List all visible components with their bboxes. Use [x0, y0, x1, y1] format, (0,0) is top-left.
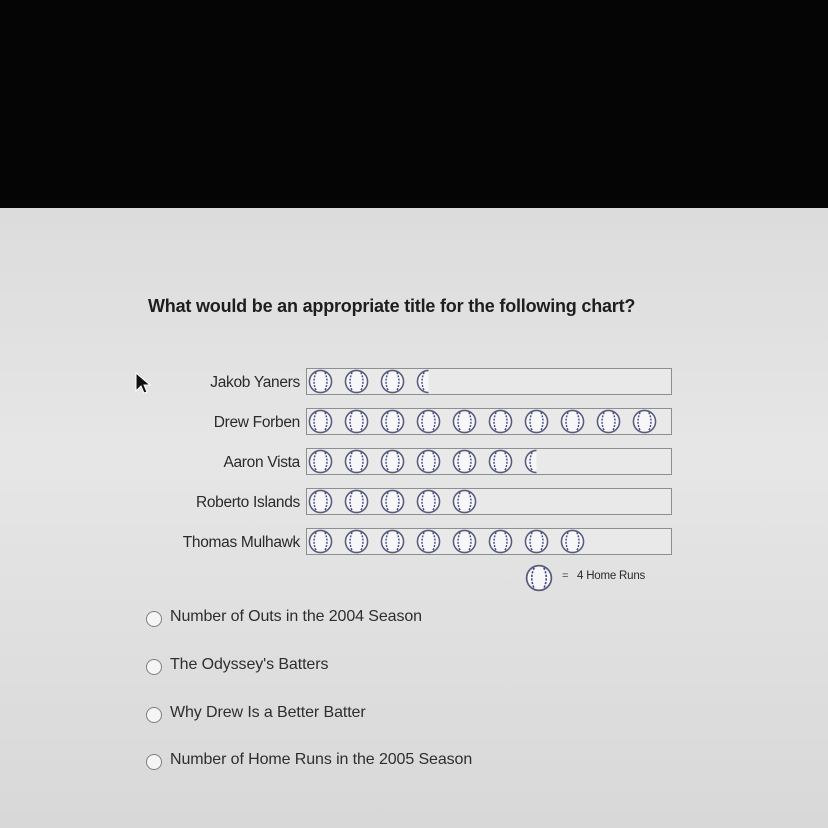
- option-label: Why Drew Is a Better Batter: [170, 704, 366, 721]
- row-icons: [308, 448, 674, 475]
- baseball-icon: [416, 409, 441, 434]
- pictograph-chart: [150, 368, 680, 568]
- row-label: Thomas Mulhawk: [182, 534, 300, 551]
- option-label: The Odyssey's Batters: [170, 656, 329, 673]
- baseball-icon: [452, 409, 477, 434]
- baseball-icon: [632, 409, 657, 434]
- half-baseball-icon: [416, 369, 441, 394]
- radio-button[interactable]: [146, 611, 162, 627]
- baseball-icon: [344, 489, 369, 514]
- baseball-icon: [452, 489, 477, 514]
- baseball-icon: [560, 409, 585, 434]
- baseball-icon: [308, 529, 333, 554]
- baseball-icon: [380, 529, 405, 554]
- baseball-icon: [344, 409, 369, 434]
- row-icons: [308, 528, 674, 555]
- question-text: What would be an appropriate title for the following chart?: [148, 296, 636, 316]
- radio-button[interactable]: [146, 707, 162, 723]
- chart-row: [150, 488, 680, 518]
- row-label: Roberto Islands: [195, 494, 300, 511]
- legend-equals: =: [562, 570, 569, 582]
- radio-button[interactable]: [146, 659, 162, 675]
- baseball-icon: [416, 489, 441, 514]
- baseball-icon: [344, 449, 369, 474]
- baseball-icon: [488, 449, 513, 474]
- option-label: Number of Outs in the 2004 Season: [170, 608, 422, 625]
- baseball-icon: [524, 529, 549, 554]
- baseball-icon: [380, 369, 405, 394]
- half-baseball-icon: [524, 449, 549, 474]
- baseball-icon: [452, 529, 477, 554]
- baseball-icon: [308, 449, 333, 474]
- baseball-icon: [308, 489, 333, 514]
- baseball-icon: [596, 409, 621, 434]
- radio-button[interactable]: [146, 754, 162, 770]
- option-label: Number of Home Runs in the 2005 Season: [170, 751, 473, 768]
- baseball-icon: [308, 409, 333, 434]
- row-icons: [308, 408, 674, 435]
- legend-label: 4 Home Runs: [577, 570, 646, 582]
- row-icons: [308, 488, 674, 515]
- baseball-icon: [524, 409, 549, 434]
- row-label: Aaron Vista: [223, 454, 300, 471]
- baseball-icon: [416, 529, 441, 554]
- baseball-icon: [416, 449, 441, 474]
- baseball-icon: [488, 529, 513, 554]
- chart-row: [150, 408, 680, 438]
- legend-baseball-icon: [525, 564, 553, 592]
- row-label: Jakob Yaners: [210, 374, 300, 391]
- row-icons: [308, 368, 674, 395]
- baseball-icon: [380, 449, 405, 474]
- baseball-icon: [488, 409, 513, 434]
- chart-row: [150, 528, 680, 558]
- row-label: Drew Forben: [213, 414, 300, 431]
- baseball-icon: [380, 409, 405, 434]
- baseball-icon: [452, 449, 477, 474]
- quiz-screen: [0, 208, 828, 828]
- baseball-icon: [380, 489, 405, 514]
- baseball-icon: [560, 529, 585, 554]
- baseball-icon: [344, 529, 369, 554]
- chart-row: [150, 368, 680, 398]
- chart-row: [150, 448, 680, 478]
- baseball-icon: [344, 369, 369, 394]
- baseball-icon: [308, 369, 333, 394]
